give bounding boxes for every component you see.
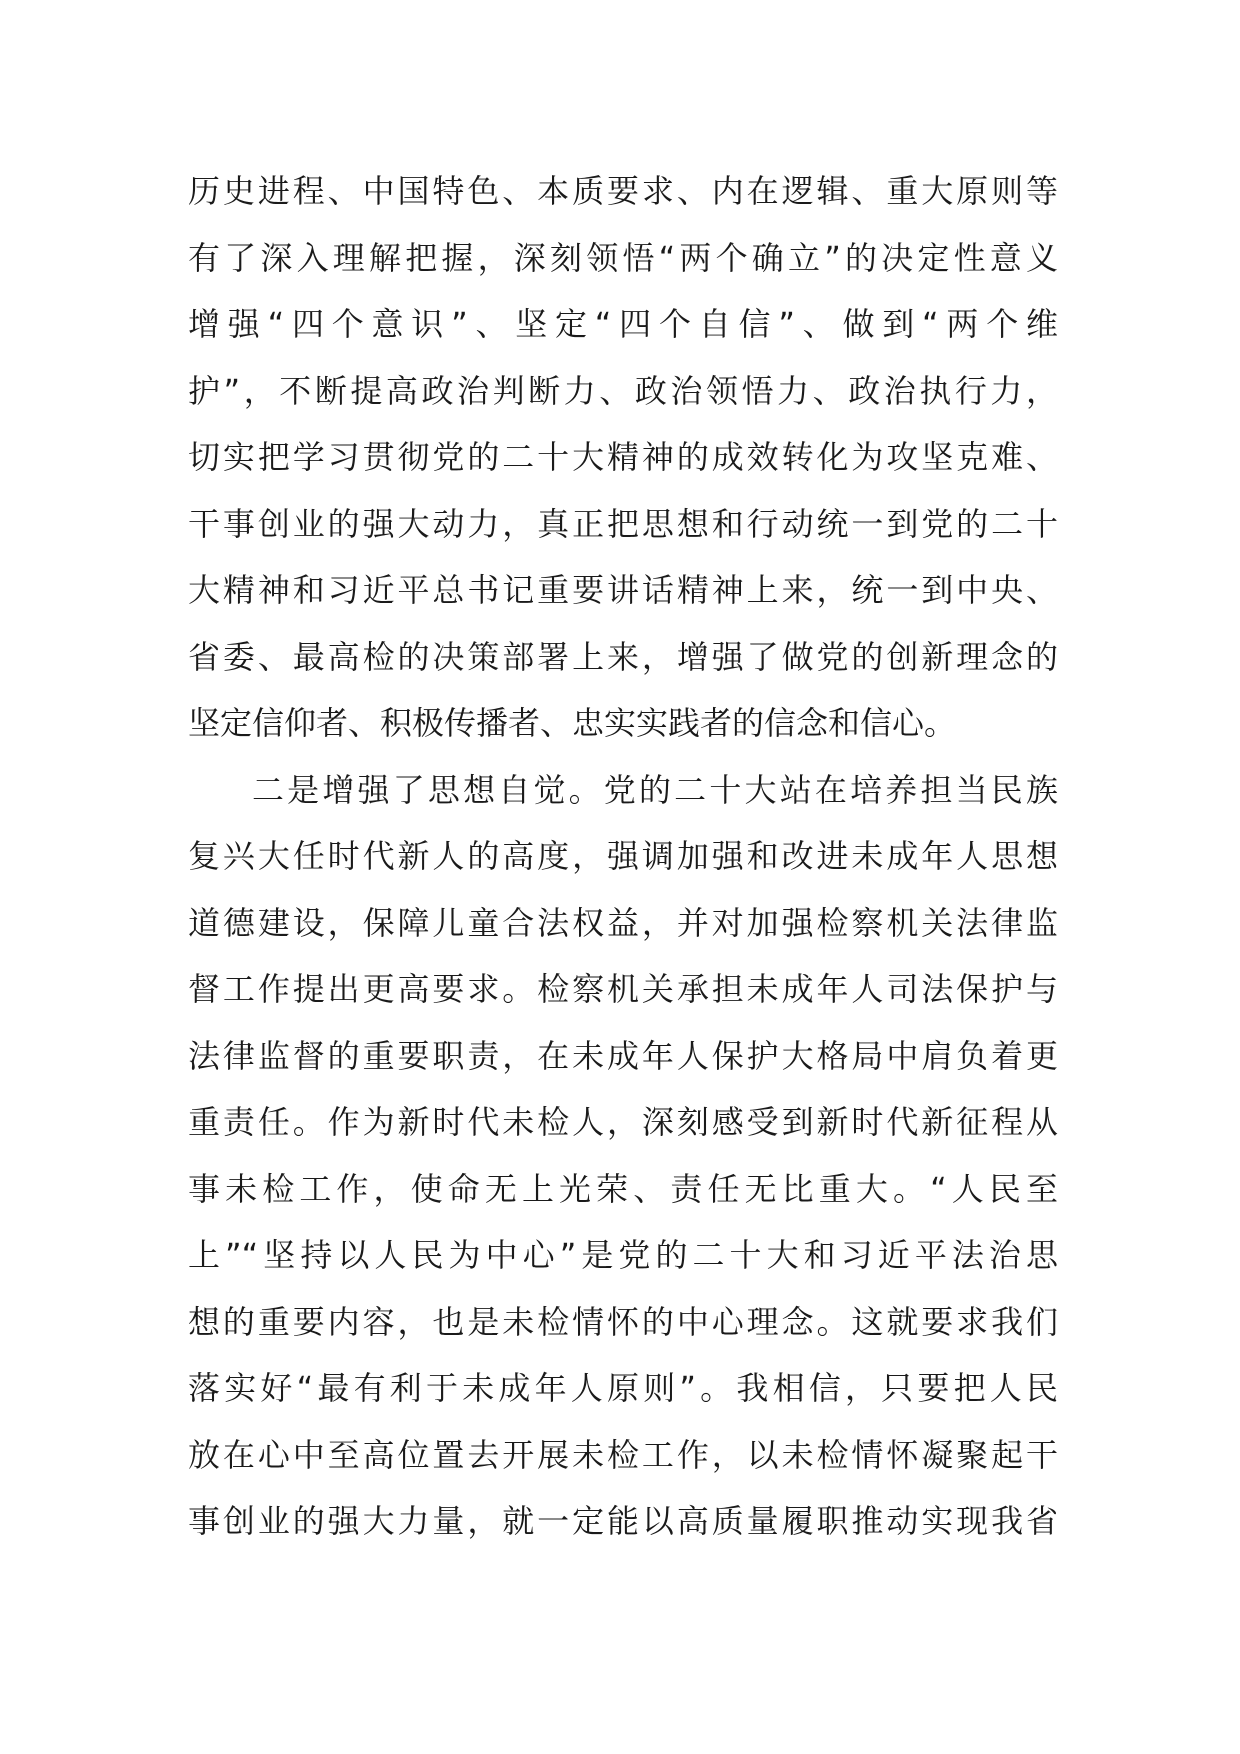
paragraph-1 — [188, 158, 1058, 757]
text-line: 上”“坚持以人民为中心”是党的二十大和习近平法治思 — [188, 1236, 1058, 1274]
text-line: 道德建设，保障儿童合法权益，并对加强检察机关法律监 — [188, 903, 1058, 942]
text-line: 事创业的强大力量，就一定能以高质量履职推动实现我省 — [188, 1502, 1058, 1540]
text-line: 切实把学习贯彻党的二十大精神的成效转化为攻坚克难、 — [188, 438, 1058, 476]
text-line: 坚定信仰者、积极传播者、忠实实践者的信念和信心。 — [188, 704, 957, 742]
text-line: 想的重要内容，也是未检情怀的中心理念。这就要求我们 — [188, 1302, 1058, 1341]
text-line: 督工作提出更高要求。检察机关承担未成年人司法保护与 — [188, 970, 1058, 1008]
paragraph-2 — [188, 757, 1058, 1555]
body-text — [188, 158, 1058, 1555]
text-line: 增强“四个意识”、坚定“四个自信”、做到“两个维 — [188, 305, 1058, 343]
text-line: 重责任。作为新时代未检人，深刻感受到新时代新征程从 — [188, 1103, 1058, 1141]
text-line: 复兴大任时代新人的高度，强调加强和改进未成年人思想 — [188, 837, 1058, 875]
text-line: 护”，不断提高政治判断力、政治领悟力、政治执行力， — [188, 371, 1058, 410]
text-line: 大精神和习近平总书记重要讲话精神上来，统一到中央、 — [188, 571, 1058, 609]
text-line: 二是增强了思想自觉。党的二十大站在培养担当民族 — [252, 770, 1058, 809]
text-line: 干事创业的强大动力，真正把思想和行动统一到党的二十 — [188, 504, 1058, 543]
text-line: 省委、最高检的决策部署上来，增强了做党的创新理念的 — [188, 637, 1058, 676]
text-line: 放在心中至高位置去开展未检工作，以未检情怀凝聚起干 — [188, 1435, 1058, 1474]
text-line: 落实好“最有利于未成年人原则”。我相信，只要把人民 — [188, 1369, 1058, 1407]
text-line: 事未检工作，使命无上光荣、责任无比重大。“人民至 — [188, 1169, 1058, 1208]
text-line: 有了深入理解把握，深刻领悟“两个确立”的决定性意义 — [188, 238, 1058, 277]
text-line: 历史进程、中国特色、本质要求、内在逻辑、重大原则等 — [188, 172, 1058, 210]
text-line: 法律监督的重要职责，在未成年人保护大格局中肩负着更 — [188, 1036, 1058, 1075]
